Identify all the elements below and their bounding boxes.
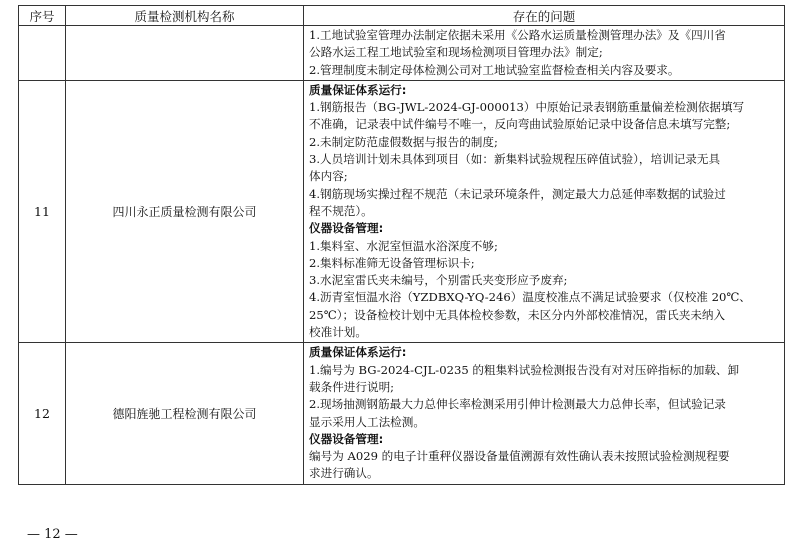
section-heading: 质量保证体系运行: <box>309 82 407 97</box>
issues-cell <box>304 80 785 342</box>
issue-line: 校准计划。 <box>309 325 367 340</box>
issue-line: 不准确，记录表中试件编号不唯一，反向弯曲试验原始记录中设备信息未填写完整; <box>309 117 731 132</box>
issue-line: 体内容; <box>309 169 348 184</box>
table-row <box>19 80 785 342</box>
row-number: 12 <box>19 343 66 484</box>
issue-line: 25℃）；设备检校计划中无具体检校参数，未区分内外部校准情况，雷氏夹未纳入 <box>309 307 726 322</box>
issue-line: 载条件进行说明; <box>309 379 395 394</box>
issue-line: 4.钢筋现场实操过程不规范（未记录环境条件，测定最大力总延伸率数据的试验过 <box>309 186 726 201</box>
issue-line: 2.未制定防范虚假数据与报告的制度; <box>309 134 498 149</box>
issue-line: 程不规范）。 <box>309 203 373 218</box>
row-number <box>19 26 66 81</box>
issue-line: 1.工地试验室管理办法制定依据未采用《公路水运质量检测管理办法》及《四川省 <box>309 28 726 42</box>
org-name <box>66 26 304 81</box>
section-heading: 仪器设备管理: <box>309 431 384 446</box>
issues-cell <box>304 26 785 81</box>
issue-line: 公路水运工程工地试验室和现场检测项目管理办法》制定; <box>309 45 603 60</box>
table-row <box>19 26 785 81</box>
issue-line: 2.现场抽测钢筋最大力总伸长率检测采用引伸计检测最大力总伸长率，但试验记录 <box>309 397 726 412</box>
inspection-table <box>18 5 785 485</box>
issue-line: 4.沥青室恒温水浴（YZDBXQ-YQ-246）温度校准点不满足试验要求（仅校准 20℃、 <box>309 290 751 305</box>
issues-cell <box>304 343 785 484</box>
org-name: 德阳旌驰工程检测有限公司 <box>66 343 304 484</box>
issue-line: 求进行确认。 <box>309 466 379 481</box>
issue-line: 3.人员培训计划未具体到项目（如：新集料试验规程压碎值试验），培训记录无具 <box>309 152 721 167</box>
issue-line: 1.集料室、水泥室恒温水浴深度不够; <box>309 238 498 253</box>
row-number: 11 <box>19 80 66 342</box>
issue-line: 显示采用人工法检测。 <box>309 414 425 429</box>
table-header-row <box>19 6 785 26</box>
issue-line: 2.管理制度未制定母体检测公司对工地试验室监督检查相关内容及要求。 <box>309 62 680 77</box>
org-name: 四川永正质量检测有限公司 <box>66 80 304 342</box>
section-heading: 质量保证体系运行: <box>309 345 407 360</box>
page-number: — 12 — <box>27 527 78 542</box>
section-heading: 仪器设备管理: <box>309 221 384 236</box>
header-issues: 存在的问题 <box>304 6 785 26</box>
header-number: 序号 <box>19 6 66 26</box>
table-row <box>19 343 785 484</box>
issue-line: 2.集料标准筛无设备管理标识卡; <box>309 255 475 270</box>
issue-line: 1.编号为 BG-2024-CJL-0235 的粗集料试验检测报告没有对对压碎指标的加载、卸 <box>309 362 740 377</box>
issue-line: 1.钢筋报告（BG-JWL-2024-GJ-000013）中原始记录表钢筋重量偏差检测依据填写 <box>309 100 745 115</box>
issue-line: 3.水泥室雷氏夹未编号，个别雷氏夹变形应予废弃; <box>309 273 568 288</box>
header-org-name: 质量检测机构名称 <box>66 6 304 26</box>
issue-line: 编号为 A029 的电子计重秤仪器设备量值溯源有效性确认表未按照试验检测规程要 <box>309 449 730 464</box>
